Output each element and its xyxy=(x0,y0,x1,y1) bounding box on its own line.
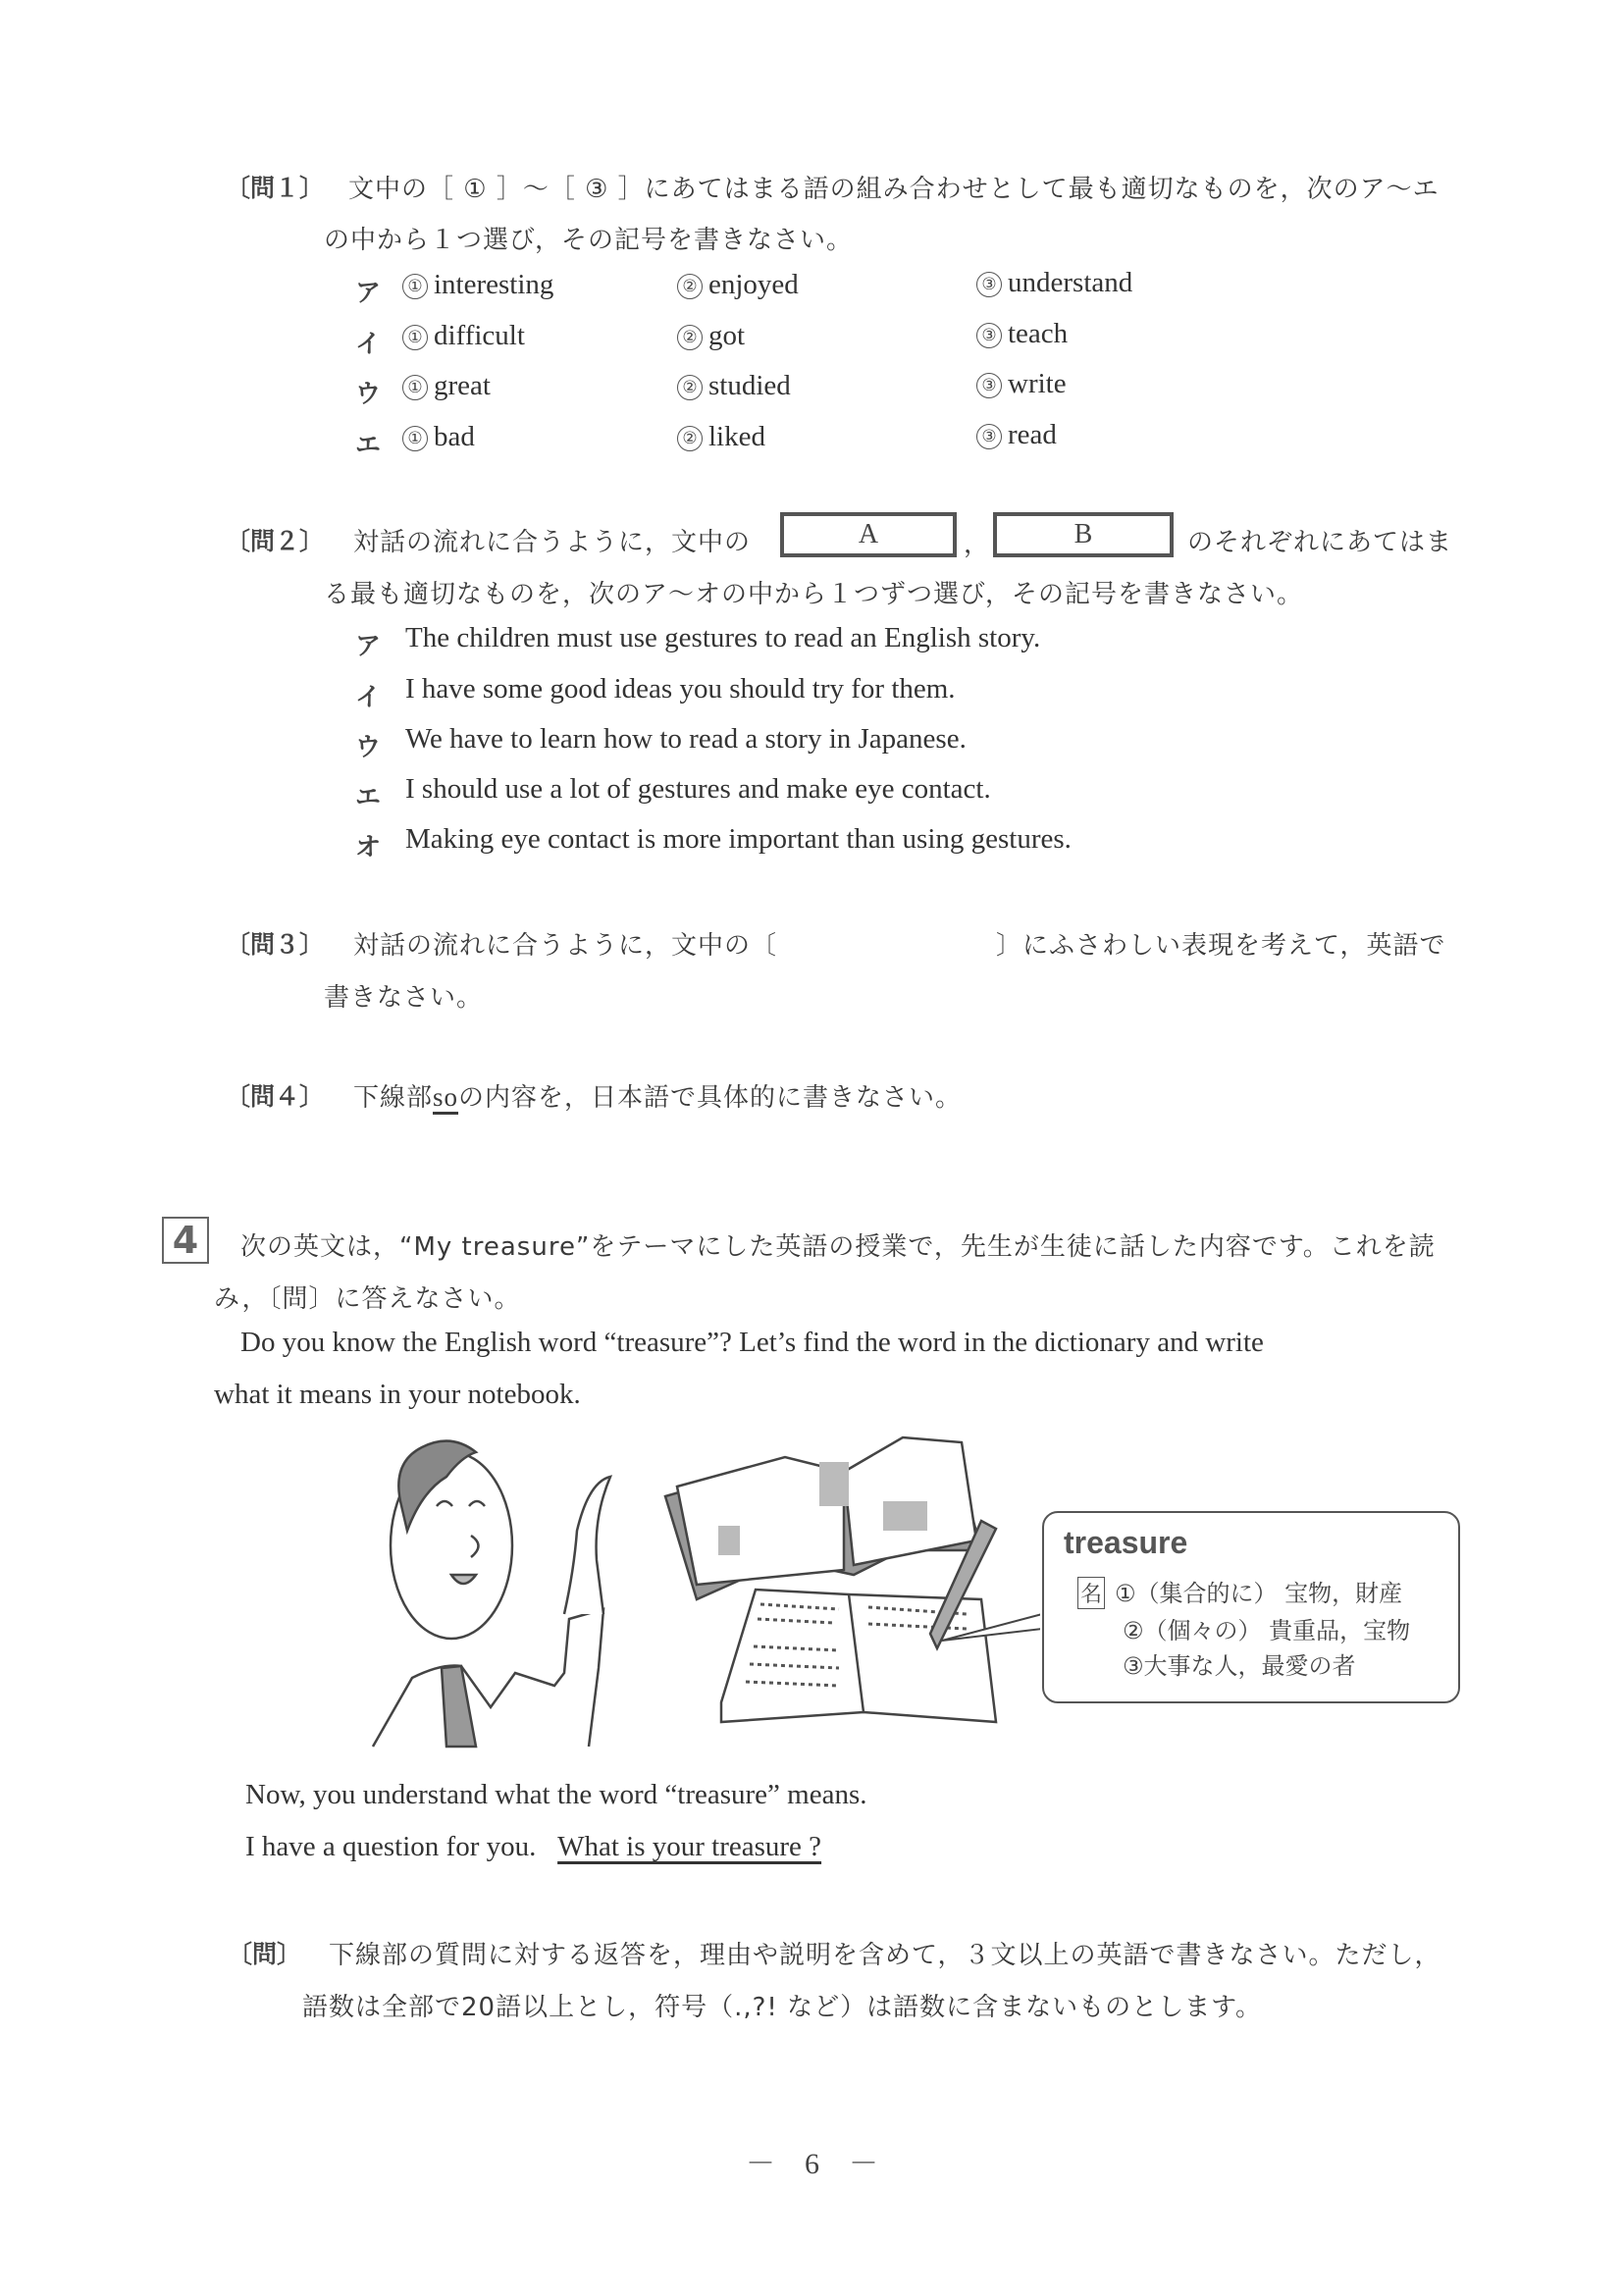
circle-2-icon: ② xyxy=(677,426,703,451)
dictionary-sense-1: 名 ①（集合的に） 宝物，財産 xyxy=(1077,1574,1402,1609)
q2-instruction-post: のそれぞれにあてはま xyxy=(1187,528,1453,557)
section4-paragraph1-line2: what it means in your notebook. xyxy=(214,1379,581,1410)
circle-1-icon: ① xyxy=(402,274,428,299)
section4-paragraph1-line1: Do you know the English word “treasure”? Let’s find the word in the dictionary and write xyxy=(240,1327,1264,1358)
dictionary-headword: treasure xyxy=(1064,1525,1188,1560)
q1-option-word1: ① difficult xyxy=(402,320,525,352)
q3-label: 〔問３〕 xyxy=(226,930,325,959)
q2-option-text: We have to learn how to read a story in Japanese. xyxy=(405,723,967,755)
q1-option-word1: ① great xyxy=(402,370,491,402)
q1-option-word1: ① bad xyxy=(402,421,475,453)
q1-instruction-line1: 文中の［ ① ］～［ ③ ］にあてはまる語の組み合わせとして最も適切なものを，次のア～エ xyxy=(348,175,1440,204)
page-number: － 6 － xyxy=(746,2148,878,2180)
q1-option-kana: ウ xyxy=(355,380,382,409)
q2-instruction-line2: る最も適切なものを，次のア～オの中から１つずつ選び，その記号を書きなさい。 xyxy=(324,580,1303,609)
q2-label: 〔問２〕 xyxy=(226,527,325,555)
circle-2-icon: ② xyxy=(677,274,703,299)
circle-1-icon: ① xyxy=(402,426,428,451)
q2-option-kana: イ xyxy=(355,683,382,712)
q1-option-kana: イ xyxy=(355,330,382,359)
q1-option-word3: ③ understand xyxy=(976,267,1132,299)
dictionary-sense-3: ③大事な人，最愛の者 xyxy=(1123,1652,1356,1680)
circle-3-icon: ③ xyxy=(976,323,1002,348)
q1-option-word1: ① interesting xyxy=(402,269,553,301)
q4-label: 〔問４〕 xyxy=(226,1082,325,1111)
q1-label: 〔問１〕 xyxy=(226,174,325,202)
section4-question-line1: 下線部の質問に対する返答を，理由や説明を含めて，３文以上の英語で書きなさい。ただし， xyxy=(329,1941,1441,1970)
section4-intro-line2: み，〔問〕に答えなさい。 xyxy=(214,1284,521,1314)
q1-option-word3: ③ read xyxy=(976,419,1057,451)
underlined-question: What is your treasure ? xyxy=(557,1831,822,1862)
teacher-icon xyxy=(373,1441,610,1747)
q2-instruction-pre: 対話の流れに合うように，文中の xyxy=(353,528,752,557)
q2-option-text: The children must use gestures to read an English story. xyxy=(405,622,1041,653)
q2-option-kana: エ xyxy=(355,783,382,812)
q3-instruction-line2: 書きなさい。 xyxy=(324,983,484,1013)
dictionary-entry-callout xyxy=(1042,1511,1460,1703)
q2-option-kana: ア xyxy=(355,632,382,661)
teacher-dictionary-illustration xyxy=(353,1423,1040,1756)
section4-intro-line1: 次の英文は，“My treasure”をテーマにした英語の授業で，先生が生徒に話した内容です。これを読 xyxy=(240,1232,1436,1262)
section-number-4: 4 xyxy=(162,1217,209,1264)
q2-option-text: Making eye contact is more important than using gestures. xyxy=(405,823,1072,855)
q3-instruction-post: 〕にふさわしい表現を考えて，英語で xyxy=(996,931,1446,961)
q2-option-text: I have some good ideas you should try for them. xyxy=(405,673,956,704)
circle-3-icon: ③ xyxy=(976,272,1002,297)
circle-3-icon: ③ xyxy=(976,424,1002,449)
circle-3-icon: ③ xyxy=(976,373,1002,398)
q1-option-word2: ② liked xyxy=(677,421,765,453)
q1-option-kana: ア xyxy=(355,279,382,308)
q1-option-word2: ② studied xyxy=(677,370,791,402)
dictionary-sense-2: ②（個々の） 貴重品，宝物 xyxy=(1123,1617,1411,1644)
section4-paragraph2-line2: I have a question for you. What is your treasure ? xyxy=(245,1831,822,1862)
q1-instruction-line2: の中から１つ選び，その記号を書きなさい。 xyxy=(324,226,853,255)
q1-option-word3: ③ write xyxy=(976,368,1067,400)
blank-box-a: A xyxy=(780,512,957,557)
dictionary-icon xyxy=(665,1437,981,1599)
circle-2-icon: ② xyxy=(677,375,703,400)
circle-2-icon: ② xyxy=(677,325,703,350)
underlined-so: so xyxy=(433,1082,459,1112)
circle-1-icon: ① xyxy=(402,325,428,350)
q2-comma: ， xyxy=(964,530,991,559)
q2-option-kana: オ xyxy=(355,833,382,862)
q1-option-kana: エ xyxy=(355,431,382,460)
circle-1-icon: ① xyxy=(402,375,428,400)
section4-question-label: 〔問〕 xyxy=(228,1940,302,1968)
q3-instruction-pre: 対話の流れに合うように，文中の〔 xyxy=(353,931,778,961)
q1-option-word2: ② got xyxy=(677,320,745,352)
section4-question-line2: 語数は全部で20語以上とし，符号（.,?! など）は語数に含まないものとします。 xyxy=(302,1993,1263,2022)
blank-box-b: B xyxy=(993,512,1174,557)
q1-option-word2: ② enjoyed xyxy=(677,269,799,301)
q1-option-word3: ③ teach xyxy=(976,318,1068,350)
q2-option-kana: ウ xyxy=(355,733,382,762)
q2-option-text: I should use a lot of gestures and make eye contact. xyxy=(405,773,991,805)
q4-instruction: 下線部soの内容を，日本語で具体的に書きなさい。 xyxy=(353,1082,963,1113)
section4-paragraph2-line1: Now, you understand what the word “treasure” means. xyxy=(245,1779,867,1810)
noun-tag: 名 xyxy=(1077,1577,1105,1609)
